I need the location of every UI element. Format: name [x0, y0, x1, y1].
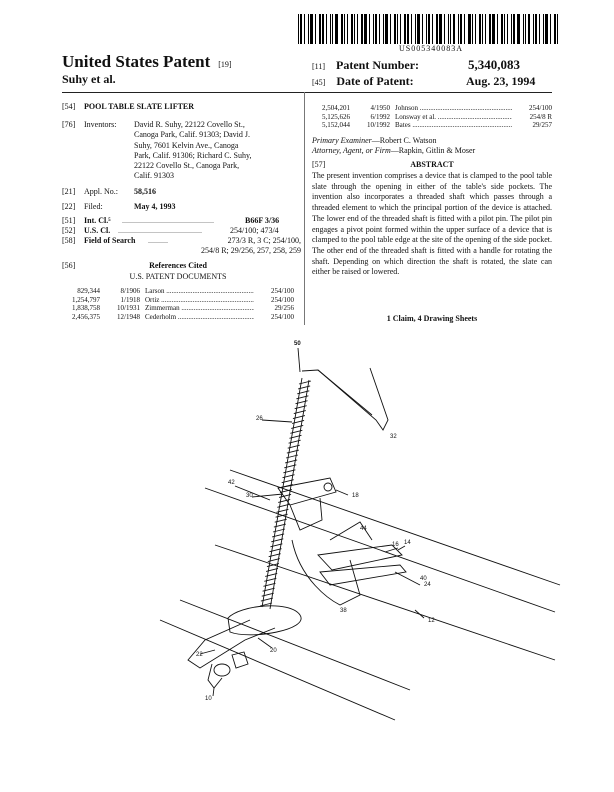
uscl-leader: ..........................................: [118, 226, 202, 235]
intcl-tag: [51]: [62, 216, 76, 225]
ref-leader: [385, 548, 398, 552]
ref-patent-no: 2,456,375: [72, 312, 100, 321]
ref-leader: [336, 490, 348, 495]
clamp-bracket: [292, 540, 360, 605]
barcode-bar: [475, 14, 476, 44]
barcode-bar: [517, 14, 520, 44]
barcode-bar: [354, 14, 355, 44]
barcode-bar: [383, 14, 384, 44]
reference-row: [62, 296, 294, 305]
figure-reference-numeral: 16: [392, 542, 399, 548]
country-tag: [19]: [218, 60, 232, 69]
barcode-bar: [341, 14, 343, 44]
barcode-bar: [482, 14, 483, 44]
barcode-bar: [315, 14, 316, 44]
barcode-bar: [404, 14, 406, 44]
field-label: Field of Search: [84, 236, 136, 245]
appl-label: Appl. No.:: [84, 187, 118, 196]
attorney-line: [312, 146, 475, 155]
barcode-bar: [300, 14, 302, 44]
ref-leader: [415, 610, 424, 618]
date-tag: [45]: [312, 78, 326, 87]
figure-reference-numeral: 50: [294, 341, 301, 347]
refs-tag: [56]: [62, 261, 76, 270]
ref-inventor: Ortiz .....: [140, 296, 254, 305]
appl-number: 58,516: [134, 187, 156, 196]
patent-number: 5,340,083: [468, 57, 520, 72]
barcode-bar: [415, 14, 416, 44]
inventors-tag: [76]: [62, 120, 76, 129]
figure-reference-numeral: 26: [256, 416, 263, 422]
ref-patent-no: 5,152,044: [322, 121, 350, 130]
ref-inventor: Zimmerman .....: [140, 304, 254, 313]
table-rail-line: [180, 600, 410, 690]
figure-reference-numeral: 10: [205, 696, 212, 702]
table-rail-line: [215, 545, 555, 660]
refs-table-left: [62, 287, 294, 321]
figure-reference-numeral: 18: [352, 493, 359, 499]
figure-reference-numeral: 44: [360, 526, 367, 532]
barcode-bar: [557, 14, 558, 44]
barcode-bar: [539, 14, 540, 44]
barcode-bar: [428, 14, 430, 44]
field-leader: ..........: [148, 236, 168, 245]
ref-date: 6/1992: [370, 112, 390, 121]
pivot-plate: [228, 606, 301, 635]
field-of-search-line: 273/3 R, 3 C; 254/100,: [227, 236, 301, 245]
barcode-bar: [373, 14, 374, 44]
barcode-bar: [533, 14, 534, 44]
barcode-bar: [422, 14, 423, 44]
barcode-bar: [450, 14, 451, 44]
ref-date: 1/1918: [120, 295, 140, 304]
barcode: [298, 14, 564, 44]
knob-icon: [214, 664, 230, 676]
threaded-block: [290, 498, 322, 530]
barcode-bar: [322, 14, 324, 44]
barcode-bar: [464, 14, 465, 44]
field-tag: [58]: [62, 236, 76, 245]
figure-reference-numeral: 38: [340, 608, 347, 614]
ref-class: 254/100: [271, 287, 294, 295]
barcode-bar: [344, 14, 345, 44]
ref-class: 254/100: [529, 104, 552, 112]
barcode-bar: [298, 14, 299, 44]
filed-tag: [22]: [62, 202, 76, 211]
inventor-line: Calif. 91303: [134, 171, 174, 181]
patent-number-line: [312, 58, 419, 73]
uscl-label: U.S. Cl.: [84, 226, 111, 235]
barcode-bar: [460, 14, 462, 44]
ref-leader: [262, 420, 292, 422]
ref-date: 10/1931: [117, 304, 140, 313]
barcode-bar: [369, 14, 370, 44]
barcode-bar: [397, 14, 398, 44]
barcode-bar: [453, 14, 455, 44]
barcode-bar: [426, 14, 427, 44]
ref-inventor: Larson .....: [140, 287, 254, 296]
refs-table-right: [312, 104, 552, 130]
header-rule: [62, 92, 552, 93]
patent-drawing: [0, 330, 614, 792]
attorney-label: Attorney, Agent, or Firm: [312, 146, 391, 155]
figure-reference-numeral: 14: [404, 540, 411, 546]
inventors-label: Inventors:: [84, 120, 117, 129]
ref-class: 29/256: [274, 304, 294, 313]
reference-row: [62, 287, 294, 296]
barcode-bar: [347, 14, 348, 44]
barcode-bar: [411, 14, 412, 44]
uscl-value: 254/100; 473/4: [230, 226, 279, 235]
lower-clamp: [188, 620, 275, 668]
barcode-bar: [390, 14, 391, 44]
barcode-bar: [361, 14, 363, 44]
barcode-bar: [523, 14, 524, 44]
figure-reference-numeral: 42: [228, 480, 235, 486]
ref-date: 10/1992: [367, 121, 390, 130]
examiner-name: —Robert C. Watson: [371, 136, 437, 145]
reference-row: [312, 113, 552, 122]
barcode-bar: [375, 14, 377, 44]
filed-label: Filed:: [84, 202, 103, 211]
threaded-block: [278, 478, 336, 505]
barcode-bar: [528, 14, 530, 44]
filed-date: May 4, 1993: [134, 202, 176, 211]
ref-leader: [258, 638, 272, 648]
barcode-bar: [364, 14, 367, 44]
field-of-search-line: 254/8 R; 29/256, 257, 258, 259: [200, 246, 301, 256]
barcode-bar: [330, 14, 331, 44]
country: United States Patent: [62, 52, 211, 71]
ref-patent-no: 5,125,626: [322, 112, 350, 121]
inventor-line: Canoga Park, Calif. 91303; David J.: [134, 130, 250, 140]
barcode-bar: [507, 14, 508, 44]
abstract-title: ABSTRACT: [410, 160, 454, 169]
ref-leader: [298, 348, 300, 372]
inventor-line: Park, Calif. 91306; Richard C. Suhy,: [134, 150, 252, 160]
barcode-bar: [332, 14, 333, 44]
barcode-number: US005340083A: [398, 44, 463, 53]
barcode-bar: [351, 14, 353, 44]
ref-date: 8/1906: [120, 287, 140, 295]
barcode-bar: [394, 14, 396, 44]
ref-patent-no: 829,344: [77, 287, 100, 295]
reference-row: [62, 313, 294, 322]
ref-leader: [395, 572, 420, 585]
inventor-line: 22122 Covello St., Canoga Park,: [134, 161, 240, 171]
barcode-bar: [357, 14, 358, 44]
ref-inventor: Cederholm .....: [140, 313, 254, 322]
ref-date: 4/1950: [370, 104, 390, 112]
examiner-label: Primary Examiner: [312, 136, 372, 145]
barcode-bar: [525, 14, 526, 44]
patent-number-tag: [11]: [312, 62, 326, 71]
uscl-tag: [52]: [62, 226, 76, 235]
crank-handle: [318, 370, 372, 415]
reference-row: [312, 121, 552, 130]
ref-patent-no: 1,254,797: [72, 295, 100, 304]
figure-reference-numeral: 32: [390, 434, 397, 440]
claims-summary: 1 Claim, 4 Drawing Sheets: [386, 314, 478, 323]
clamp-arm: [320, 565, 406, 585]
barcode-bar: [319, 14, 321, 44]
inventors-short: Suhy et al.: [62, 72, 116, 86]
barcode-bar: [489, 14, 491, 44]
block-bolt: [324, 483, 332, 491]
intcl-leader: ..............................................: [122, 216, 214, 225]
barcode-bar: [501, 14, 503, 44]
ref-class: 254/8 R: [529, 112, 552, 121]
abstract-tag: [57]: [312, 160, 326, 169]
barcode-bar: [385, 14, 388, 44]
intcl-label: Int. Cl.⁵: [84, 216, 111, 225]
refs-title: References Cited: [149, 261, 207, 270]
figure-reference-numeral: 24: [424, 582, 431, 588]
barcode-bar: [504, 14, 505, 44]
barcode-bar: [472, 14, 473, 44]
barcode-bar: [448, 14, 449, 44]
ref-leader: [398, 546, 405, 550]
ref-class: 254/100: [271, 312, 294, 321]
intcl-value: B66F 3/36: [245, 216, 280, 225]
barcode-bar: [468, 14, 471, 44]
barcode-bar: [513, 14, 515, 44]
barcode-bar: [310, 14, 313, 44]
date-label: Date of Patent:: [336, 74, 414, 88]
barcode-bar: [458, 14, 459, 44]
figure-reference-numeral: 12: [428, 618, 435, 624]
patent-title: POOL TABLE SLATE LIFTER: [84, 102, 195, 111]
reference-row: [62, 304, 294, 313]
attorney-name: —Rapkin, Gitlin & Moser: [390, 146, 476, 155]
reference-row: [312, 104, 552, 113]
ref-date: 12/1948: [117, 312, 140, 321]
barcode-bar: [304, 14, 305, 44]
title-tag: [54]: [62, 102, 76, 111]
ref-patent-no: 2,504,201: [322, 104, 350, 112]
ref-class: 29/257: [532, 121, 552, 130]
barcode-bar: [444, 14, 445, 44]
crank-handle: [302, 368, 388, 430]
table-rail-line: [230, 470, 560, 585]
figure-reference-numeral: 30: [246, 493, 253, 499]
ref-inventor: Johnson .....: [390, 104, 512, 113]
country-title: [62, 52, 232, 72]
barcode-bar: [308, 14, 309, 44]
figure-reference-numeral: 22: [196, 652, 203, 658]
ref-patent-no: 1,838,758: [72, 304, 100, 313]
barcode-bar: [400, 14, 401, 44]
barcode-bar: [543, 14, 544, 44]
figure-reference-numeral: 20: [270, 648, 277, 654]
barcode-bar: [432, 14, 433, 44]
barcode-bar: [326, 14, 327, 44]
patent-date: Aug. 23, 1994: [466, 74, 536, 88]
barcode-bar: [545, 14, 548, 44]
patent-number-label: Patent Number:: [336, 58, 420, 72]
barcode-bar: [417, 14, 420, 44]
column-divider: [304, 92, 305, 325]
inventor-line: David R. Suhy, 22122 Covello St.,: [134, 120, 245, 129]
ref-inventor: Bates .....: [390, 121, 512, 130]
figure-reference-numeral: 40: [420, 576, 427, 582]
barcode-bar: [554, 14, 556, 44]
barcode-bar: [379, 14, 380, 44]
barcode-bar: [511, 14, 512, 44]
table-rail-line: [205, 488, 555, 612]
barcode-bar: [479, 14, 481, 44]
examiner-line: [312, 136, 437, 145]
field-list: [186, 236, 301, 257]
barcode-bar: [497, 14, 498, 44]
barcode-bar: [335, 14, 338, 44]
inventors-list: [134, 120, 299, 182]
abstract-text: The present invention comprises a device that is clamped to the pool table slate through the opening in either of the table's side pockets. The invention also incorporates a threaded shaft which passes through a threaded element to which the principal portion of the device is attached. The lower end of the threaded shaft is fitted with a pilot pin. The pilot pin engages a pivot point formed within the upper surface of a device that is clamped to the pool table edge at the site of the opening of the side pocket. The other end of the threaded shaft is fitted with a handle for rotating the shaft. Depending on which direction the shaft is rotated, the slate can either be raised or lowered.: [312, 171, 552, 277]
barcode-bar: [407, 14, 409, 44]
ref-inventor: Lonsway et al. .....: [390, 113, 512, 122]
appl-tag: [21]: [62, 187, 76, 196]
ref-leader: [213, 688, 214, 696]
barcode-bar: [439, 14, 442, 44]
date-line: [312, 74, 414, 89]
barcode-bar: [485, 14, 486, 44]
inventor-line: Suhy, 7601 Kelvin Ave., Canoga: [134, 140, 239, 150]
barcode-bar: [550, 14, 551, 44]
barcode-bar: [492, 14, 495, 44]
ref-class: 254/100: [271, 295, 294, 304]
barcode-bar: [436, 14, 438, 44]
refs-subtitle: U.S. PATENT DOCUMENTS: [129, 272, 227, 281]
barcode-bar: [535, 14, 537, 44]
